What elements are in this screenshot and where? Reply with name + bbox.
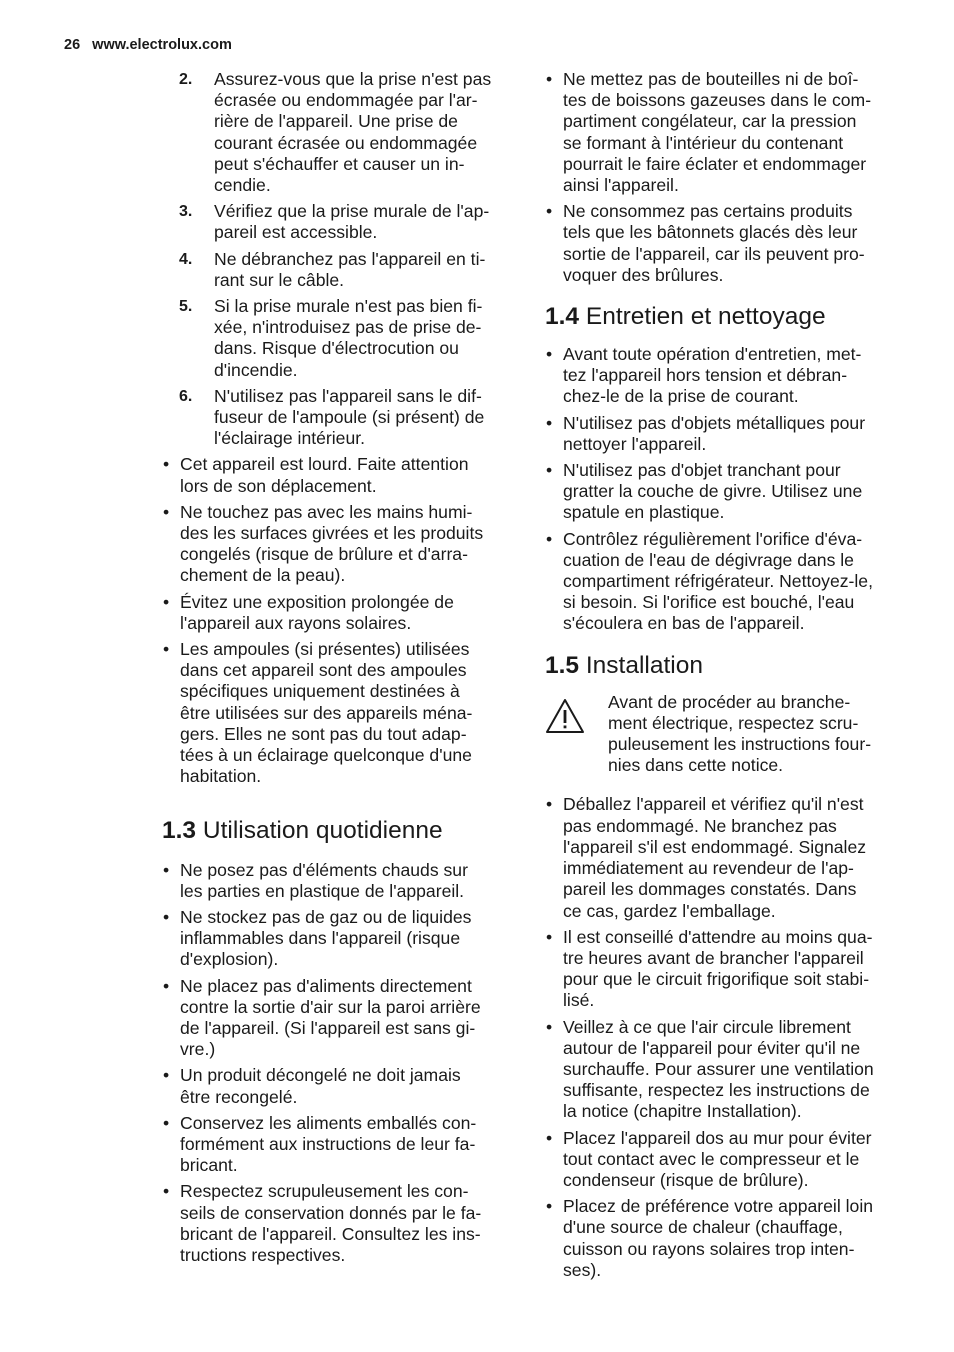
bullet-item [545, 1196, 900, 1281]
bullet-item [162, 1181, 514, 1266]
text-line: pourrait le faire éclater et endommager [563, 153, 867, 174]
text-line: nies dans cette notice. [608, 755, 784, 776]
text-line: être recongelé. [180, 1086, 298, 1107]
text-line: d'incendie. [214, 359, 298, 380]
bullet-item [545, 413, 900, 455]
text-line: bricant. [180, 1155, 238, 1176]
text-line: partiment congélateur, car la pression [563, 111, 857, 132]
bullet-dot-icon: • [163, 639, 170, 660]
warning-triangle-icon [545, 698, 585, 734]
bullet-dot-icon: • [163, 906, 170, 927]
text-line: tels que les bâtonnets glacés dès leur [563, 222, 858, 243]
left-column [162, 69, 514, 1271]
section-heading-1-3 [162, 816, 514, 846]
bullet-dot-icon: • [546, 412, 553, 433]
text-line: Ne débranchez pas l'appareil en ti- [214, 248, 486, 269]
text-line: Ne posez pas d'éléments chauds sur [180, 859, 468, 880]
text-line: ses). [563, 1259, 602, 1280]
text-line: nettoyer l'appareil. [563, 433, 707, 454]
text-line: lors de son déplacement. [180, 475, 377, 496]
item-number: 2. [179, 71, 193, 88]
numbered-item [162, 296, 514, 381]
item-number: 4. [179, 250, 193, 268]
section-title: Utilisation quotidienne [202, 816, 443, 844]
text-line: N'utilisez pas l'appareil sans le dif- [214, 385, 482, 406]
text-line: Vérifiez que la prise murale de l'ap- [214, 201, 490, 222]
text-line: tes de boissons gazeuses dans le com- [563, 90, 872, 111]
text-line: compartiment réfrigérateur. Nettoyez-le, [563, 571, 873, 592]
text-line: contre la sortie d'air sur la paroi arrière [180, 996, 481, 1017]
text-line: cendie. [214, 175, 271, 196]
bullet-dot-icon: • [163, 1181, 170, 1202]
text-line: sortie de l'appareil, car ils peuvent pro- [563, 243, 865, 264]
text-line: inflammables dans l'appareil (risque [180, 928, 461, 949]
text-line: Placez de préférence votre appareil loin [563, 1196, 874, 1217]
text-line: surchauffe. Pour assurer une ventilation [563, 1058, 874, 1079]
text-line: des les surfaces givrées et les produits [180, 523, 484, 544]
text-line: l'appareil s'il est endommagé. Signalez [563, 836, 867, 857]
bullet-list [545, 69, 900, 286]
text-line: puleusement les instructions four- [608, 734, 872, 755]
text-line: ce cas, gardez l'emballage. [563, 900, 776, 921]
text-line: rant sur le câble. [214, 269, 345, 290]
bullet-list [162, 860, 514, 1267]
text-line: écrasée ou endommagée par l'ar- [214, 90, 478, 111]
bullet-dot-icon: • [546, 460, 553, 481]
item-number: 5. [179, 298, 193, 316]
text-line: tructions respectives. [180, 1244, 346, 1265]
numbered-item [162, 386, 514, 450]
bullet-item [545, 69, 900, 196]
numbered-list [162, 69, 514, 449]
bullet-item [162, 592, 514, 634]
text-line: Si la prise murale n'est pas bien fi- [214, 296, 483, 317]
text-line: gratter la couche de givre. Utilisez une [563, 481, 863, 502]
bullet-dot-icon: • [163, 501, 170, 522]
bullet-item [545, 927, 900, 1012]
bullet-dot-icon: • [163, 1065, 170, 1086]
bullet-item [162, 502, 514, 587]
bullet-list [162, 454, 514, 787]
warning-text [608, 692, 900, 777]
text-line: cuation de l'eau de dégivrage dans le [563, 549, 854, 570]
text-line: Veillez à ce que l'air circule librement [563, 1016, 851, 1037]
text-line: habitation. [180, 766, 262, 787]
text-line: tées à un éclairage quelconque d'une [180, 745, 472, 766]
bullet-dot-icon: • [163, 859, 170, 880]
numbered-item [162, 69, 514, 196]
section-number: 1.3 [162, 816, 197, 844]
website-url: www.electrolux.com [92, 37, 232, 53]
text-line: bricant de l'appareil. Consultez les ins- [180, 1223, 481, 1244]
section-number: 1.5 [545, 651, 580, 679]
section-heading-1-4 [545, 302, 900, 332]
text-line: congelés (risque de brûlure et d'arra- [180, 544, 468, 565]
bullet-item [545, 1128, 900, 1192]
warning-notice [545, 692, 900, 777]
bullet-item [545, 460, 900, 524]
bullet-dot-icon: • [546, 1196, 553, 1217]
text-line: Ne stockez pas de gaz ou de liquides [180, 906, 472, 927]
text-line: Contrôlez régulièrement l'orifice d'éva- [563, 528, 863, 549]
bullet-dot-icon: • [546, 344, 553, 365]
text-line: lisé. [563, 990, 595, 1011]
text-line: dans cet appareil sont des ampoules [180, 660, 467, 681]
text-line: pas endommagé. Ne branchez pas [563, 815, 837, 836]
text-line: l'appareil aux rayons solaires. [180, 612, 412, 633]
bullet-dot-icon: • [546, 794, 553, 815]
text-line: d'une source de chaleur (chauffage, [563, 1217, 843, 1238]
section-title: Entretien et nettoyage [585, 303, 826, 331]
page-header [64, 37, 232, 53]
bullet-dot-icon: • [163, 454, 170, 475]
text-line: Ne placez pas d'aliments directement [180, 975, 472, 996]
text-line: Respectez scrupuleusement les con- [180, 1181, 469, 1202]
text-line: Avant toute opération d'entretien, met- [563, 344, 862, 365]
right-column [545, 69, 900, 1286]
text-line: courant écrasée ou endommagée [214, 132, 478, 153]
text-line: condenseur (risque de brûlure). [563, 1169, 809, 1190]
text-line: d'explosion). [180, 949, 279, 970]
numbered-item [162, 249, 514, 291]
section-title: Installation [585, 651, 704, 679]
text-line: chez-le de la prise de courant. [563, 386, 799, 407]
bullet-item [545, 201, 900, 286]
item-number: 6. [179, 387, 193, 405]
bullet-item [162, 1065, 514, 1107]
text-line: vre.) [180, 1039, 216, 1060]
text-line: seils de conservation donnés par le fa- [180, 1202, 482, 1223]
text-line: N'utilisez pas d'objets métalliques pour [563, 412, 866, 433]
text-line: dans. Risque d'électrocution ou [214, 338, 459, 359]
item-number: 3. [179, 203, 193, 221]
text-line: Il est conseillé d'attendre au moins qua- [563, 926, 873, 947]
bullet-item [545, 1017, 900, 1123]
text-line: spatule en plastique. [563, 502, 725, 523]
text-line: Déballez l'appareil et vérifiez qu'il n'est [563, 794, 864, 815]
section-heading-1-5 [545, 651, 900, 681]
bullet-dot-icon: • [546, 201, 553, 222]
text-line: les parties en plastique de l'appareil. [180, 880, 465, 901]
text-line: si besoin. Si l'orifice est bouché, l'eau [563, 592, 855, 613]
text-line: spécifiques uniquement destinées à [180, 681, 460, 702]
text-line: xée, n'introduisez pas de prise de- [214, 317, 482, 338]
text-line: fuseur de l'ampoule (si présent) de [214, 407, 485, 428]
bullet-item [162, 639, 514, 787]
bullet-item [162, 1113, 514, 1177]
bullet-dot-icon: • [163, 975, 170, 996]
bullet-item [545, 344, 900, 408]
bullet-item [545, 794, 900, 921]
text-line: gers. Elles ne sont pas du tout adap- [180, 723, 467, 744]
bullet-item [162, 454, 514, 496]
text-line: pareil est accessible. [214, 222, 378, 243]
bullet-dot-icon: • [546, 528, 553, 549]
bullet-list [545, 344, 900, 635]
text-line: Cet appareil est lourd. Faite attention [180, 454, 469, 475]
text-line: voquer des brûlures. [563, 264, 724, 285]
bullet-item [162, 976, 514, 1061]
text-line: pareil les dommages constatés. Dans [563, 879, 857, 900]
text-line: Conservez les aliments emballés con- [180, 1112, 477, 1133]
bullet-dot-icon: • [163, 1112, 170, 1133]
text-line: Évitez une exposition prolongée de [180, 591, 454, 612]
text-line: rière de l'appareil. Une prise de [214, 111, 458, 132]
text-line: se formant à l'intérieur du contenant [563, 132, 844, 153]
text-line: immédiatement au revendeur de l'ap- [563, 858, 854, 879]
bullet-dot-icon: • [546, 1016, 553, 1037]
text-line: Assurez-vous que la prise n'est pas [214, 69, 492, 89]
text-line: s'écoulera en bas de l'appareil. [563, 613, 805, 634]
text-line: N'utilisez pas d'objet tranchant pour [563, 460, 841, 481]
page-number: 26 [64, 37, 81, 53]
text-line: Les ampoules (si présentes) utilisées [180, 639, 470, 660]
text-line: ainsi l'appareil. [563, 175, 679, 196]
text-line: autour de l'appareil pour éviter qu'il ne [563, 1037, 861, 1058]
text-line: formément aux instructions de leur fa- [180, 1133, 476, 1154]
bullet-item [162, 907, 514, 971]
text-line: l'éclairage intérieur. [214, 428, 366, 449]
text-line: tez l'appareil hors tension et débran- [563, 365, 848, 386]
text-line: peut s'échauffer et causer un in- [214, 153, 465, 174]
text-line: de l'appareil. (Si l'appareil est sans gi- [180, 1017, 476, 1038]
bullet-dot-icon: • [546, 1127, 553, 1148]
bullet-dot-icon: • [546, 926, 553, 947]
text-line: Avant de procéder au branche- [608, 691, 851, 712]
text-line: être utilisées sur des appareils ména- [180, 702, 473, 723]
text-line: Ne mettez pas de bouteilles ni de boî- [563, 69, 859, 89]
section-number: 1.4 [545, 303, 580, 331]
text-line: Placez l'appareil dos au mur pour éviter [563, 1127, 872, 1148]
bullet-item [545, 529, 900, 635]
bullet-item [162, 860, 514, 902]
text-line: chement de la peau). [180, 565, 346, 586]
numbered-item [162, 201, 514, 243]
text-line: ment électrique, respectez scru- [608, 712, 859, 733]
text-line: cuisson ou rayons solaires trop inten- [563, 1238, 855, 1259]
text-line: tout contact avec le compresseur et le [563, 1148, 860, 1169]
text-line: suffisante, respectez les instructions de [563, 1080, 870, 1101]
text-line: Ne touchez pas avec les mains humi- [180, 501, 473, 522]
bullet-list [545, 794, 900, 1280]
text-line: la notice (chapitre Installation). [563, 1101, 802, 1122]
text-line: Un produit décongelé ne doit jamais [180, 1065, 461, 1086]
bullet-dot-icon: • [163, 591, 170, 612]
bullet-dot-icon: • [546, 69, 553, 89]
text-line: tre heures avant de brancher l'appareil [563, 947, 864, 968]
text-line: pour que le circuit frigorifique soit stabi- [563, 969, 870, 990]
text-line: Ne consommez pas certains produits [563, 201, 853, 222]
